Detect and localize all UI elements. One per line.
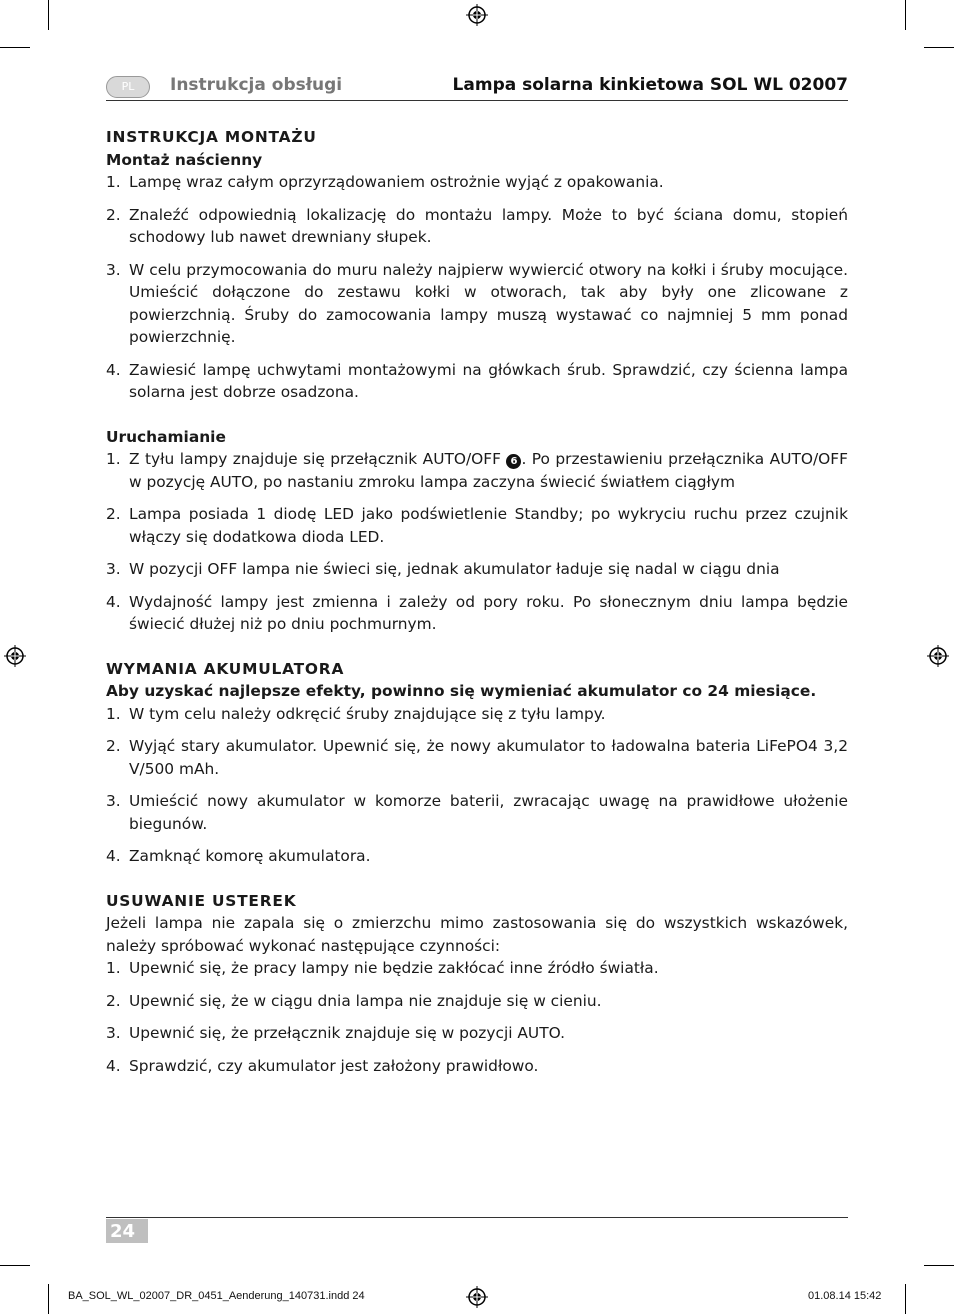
crop-mark (924, 47, 954, 48)
item-text: Znaleźć odpowiednią lokalizację do montażu lampy. Może to być ściana domu, stopień schodowy lub nawet drewniany słupek. (129, 205, 848, 246)
item-number: 4. (106, 847, 121, 865)
crop-mark (48, 1284, 49, 1314)
crop-mark (48, 0, 49, 30)
item-text: Zawiesić lampę uchwytami montażowymi na główkach śrub. Sprawdzić, czy ścienna lampa solarna jest dobrze osadzona. (129, 360, 848, 401)
crop-mark (924, 1265, 954, 1266)
list-item (106, 204, 848, 249)
item-text: Lampę wraz całym oprzyrządowaniem ostrożnie wyjąć z opakowania. (129, 173, 664, 191)
list-item (106, 171, 848, 194)
registration-mark-icon (466, 1286, 488, 1308)
item-number: 3. (106, 260, 121, 279)
list-item (106, 1055, 848, 1078)
ordered-list (106, 448, 848, 636)
item-number: 4. (106, 592, 121, 611)
crop-mark (0, 1265, 30, 1266)
section-intro: Jeżeli lampa nie zapala się o zmierzchu mimo zastosowania się do wszystkich wskazówek, należy spróbować wykonać następujące czynności: (106, 914, 848, 955)
item-number: 1. (106, 450, 121, 468)
item-number: 2. (106, 205, 121, 224)
item-text: Z tyłu lampy znajduje się przełącznik AUTO/OFF (129, 450, 507, 468)
registration-mark-icon (927, 645, 949, 667)
list-item (106, 1022, 848, 1045)
footer-divider (106, 1217, 848, 1218)
section-subtitle: Uruchamianie (106, 427, 226, 446)
item-number: 3. (106, 792, 121, 810)
item-text: Wyjąć stary akumulator. Upewnić się, że nowy akumulator to ładowalna bateria LiFePO4 3,2 V/500 mAh. (129, 737, 848, 778)
section-uruchamianie (106, 426, 848, 636)
item-number: 1. (106, 173, 121, 191)
list-item (106, 990, 848, 1013)
section-title: USUWANIE USTEREK (106, 891, 297, 910)
ordered-list (106, 171, 848, 404)
page-number: 24 (106, 1219, 148, 1243)
item-text: Upewnić się, że pracy lampy nie będzie zakłócać inne źródło światła. (129, 959, 659, 977)
section-subtitle: Montaż naścienny (106, 150, 263, 169)
list-item (106, 359, 848, 404)
page-header (106, 72, 848, 101)
item-text: W celu przymocowania do muru należy najpierw wywiercić otwory na kołki i śruby mocujące. Umieścić dołączone do zestawu kołki w otworach, tak aby były one zlicowane z powierzchnią. Śruby do zamocowania lampy muszą wystawać co najmniej 5 mm ponad powierzchnię. (129, 260, 848, 346)
item-text: Upewnić się, że przełącznik znajduje się w pozycji AUTO. (129, 1024, 565, 1042)
section-subtitle: Aby uzyskać najlepsze efekty, powinno się wymieniać akumulator co 24 miesiące. (106, 682, 817, 700)
list-item (106, 591, 848, 636)
list-item (106, 957, 848, 980)
item-number: 2. (106, 505, 121, 523)
item-text: Sprawdzić, czy akumulator jest założony prawidłowo. (129, 1056, 539, 1075)
item-number: 4. (106, 360, 121, 379)
item-text: Zamknąć komorę akumulatora. (129, 847, 371, 865)
ordered-list (106, 957, 848, 1077)
print-slug-filename: BA_SOL_WL_02007_DR_0451_Aenderung_140731.indd 24 (68, 1290, 365, 1302)
item-number: 3. (106, 1024, 121, 1042)
section-akumulator (106, 658, 848, 868)
item-number: 2. (106, 991, 121, 1010)
print-slug-date: 01.08.14 15:42 (808, 1290, 882, 1302)
item-text: Lampa posiada 1 diodę LED jako podświetlenie Standby; po wykryciu ruchu przez czujnik włączy się dodatkowa dioda LED. (129, 505, 848, 546)
item-text: W pozycji OFF lampa nie świeci się, jednak akumulator ładuje się nadal w ciągu dnia (129, 560, 780, 578)
crop-mark (0, 47, 30, 48)
list-item (106, 503, 848, 548)
section-usterki (106, 890, 848, 1078)
section-title: INSTRUKCJA MONTAŻU (106, 128, 317, 146)
page-content (106, 126, 848, 1099)
manual-title: Instrukcja obsługi (170, 75, 343, 95)
item-number: 2. (106, 737, 121, 755)
section-title: WYMANIA AKUMULATORA (106, 659, 345, 678)
registration-mark-icon (4, 645, 26, 667)
ordered-list (106, 703, 848, 868)
item-text: Umieścić nowy akumulator w komorze baterii, zwracając uwagę na prawidłowe ułożenie biegunów. (129, 792, 848, 833)
item-text: Upewnić się, że w ciągu dnia lampa nie znajduje się w cieniu. (129, 991, 602, 1010)
item-text: Wydajność lampy jest zmienna i zależy od pory roku. Po słonecznym dniu lampa będzie świecić dłużej niż po dniu pochmurnym. (129, 592, 848, 633)
list-item (106, 558, 848, 581)
reference-marker-icon: 6 (506, 454, 521, 469)
crop-mark (905, 1284, 906, 1314)
item-number: 4. (106, 1056, 121, 1075)
list-item (106, 790, 848, 835)
item-text: . Po przestawieniu przełącznika AUTO/OFF w pozycję AUTO, po nastaniu zmroku lampa zaczyna świecić światłem ciągłym (129, 450, 848, 491)
registration-mark-icon (466, 4, 488, 26)
language-badge: PL (106, 76, 150, 98)
product-title: Lampa solarna kinkietowa SOL WL 02007 (452, 75, 848, 95)
item-number: 1. (106, 959, 121, 977)
list-item (106, 845, 848, 868)
list-item (106, 448, 848, 493)
item-number: 3. (106, 560, 121, 578)
crop-mark (905, 0, 906, 30)
list-item (106, 735, 848, 780)
section-montaz (106, 126, 848, 404)
list-item (106, 259, 848, 349)
item-number: 1. (106, 704, 121, 723)
list-item (106, 703, 848, 726)
item-text: W tym celu należy odkręcić śruby znajdujące się z tyłu lampy. (129, 704, 606, 723)
